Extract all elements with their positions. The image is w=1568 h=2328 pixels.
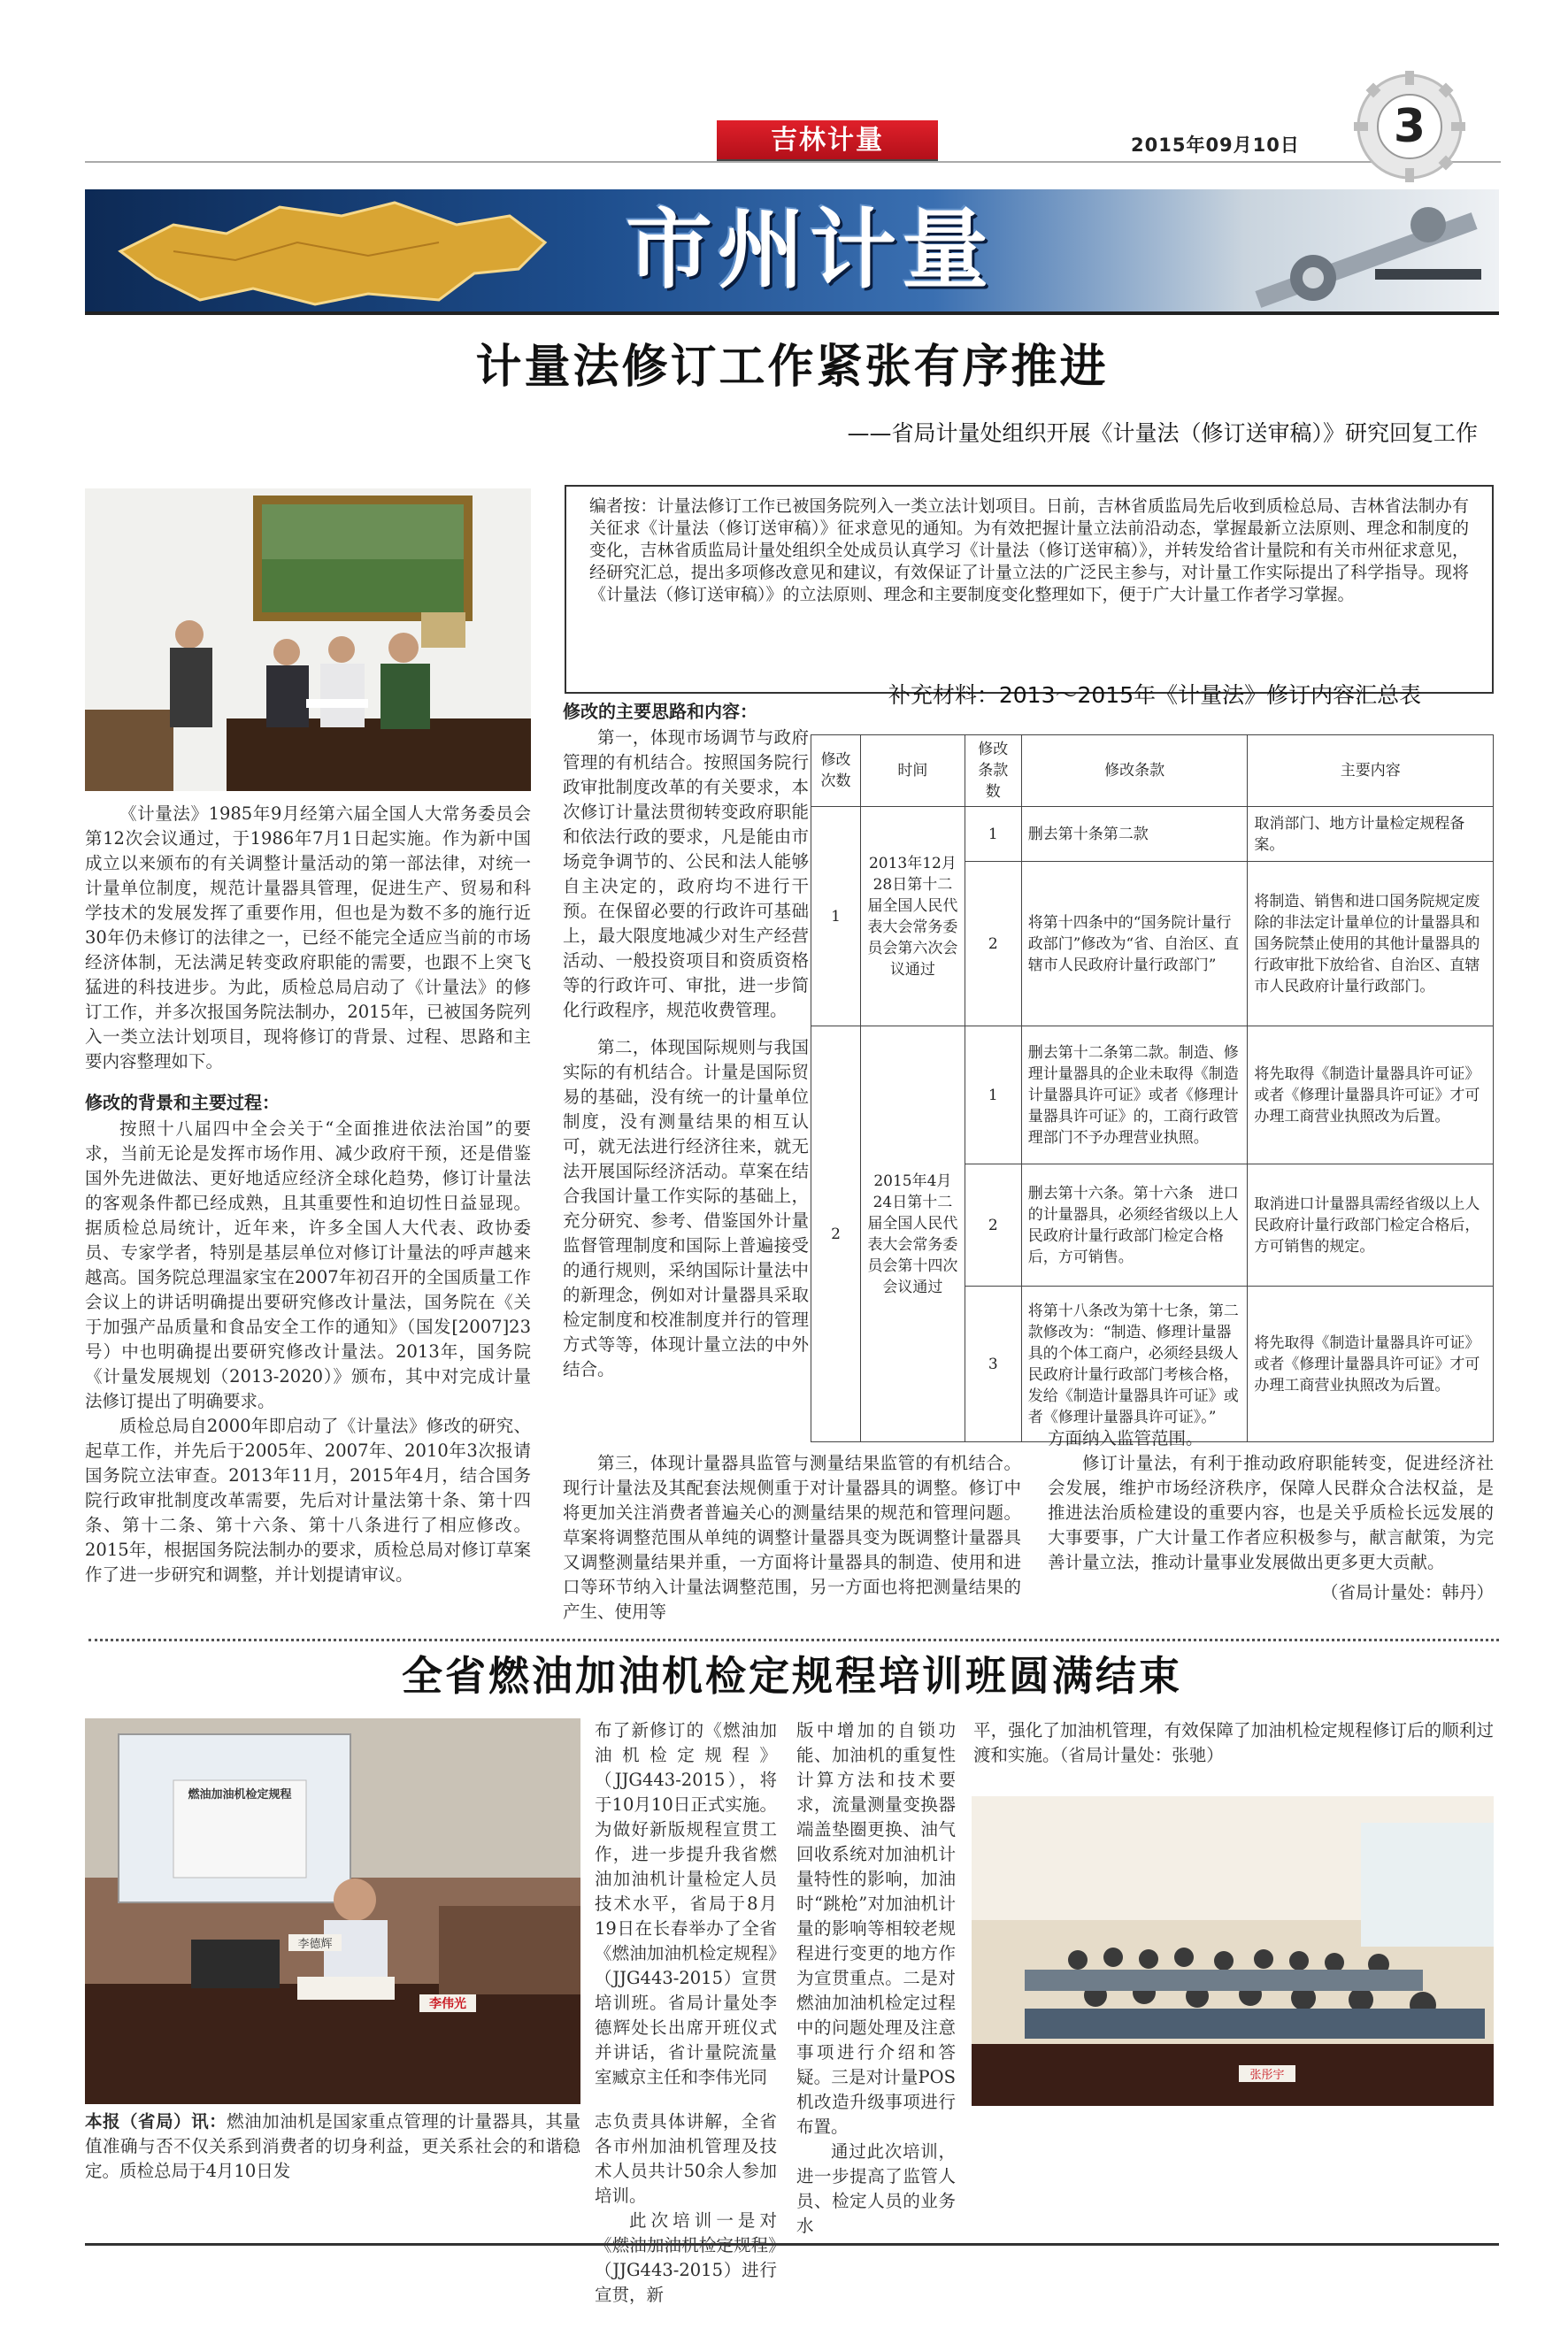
article2-lead-label: 本报（省局）讯： [85, 2111, 227, 2132]
table-header-main-content: 主要内容 [1248, 735, 1494, 807]
article1-col3-bottom [1048, 1426, 1494, 1605]
province-map-illustration [103, 189, 563, 311]
editor-note-box [565, 485, 1494, 694]
section2-paragraph-3: 第三，体现计量器具监管与测量结果监管的有机结合。现行计量法及其配套法规侧重于对计量器具的调整。修订中将更加关注消费者普遍关心的测量结果的规范和管理问题。草案将调整范围从单纯的调整计量器具变为既调整计量器具又调整测量结果并重，一方面将计量器具的制造、使用和进口等环节纳入计量法调整范围，另一方面也将把测量结果的产生、使用等 [563, 1453, 1021, 1622]
table-row2-time: 2015年4月24日第十二届全国人民代表大会常务委员会第十四次会议通过 [860, 1026, 965, 1442]
article-divider [88, 1639, 1499, 1641]
article1-subtitle: ——省局计量处组织开展《计量法（修订送审稿）》研究回复工作 [847, 420, 1478, 446]
table-row2-num: 2 [811, 1026, 861, 1442]
section2-paragraph-1: 第一，体现市场调节与政府管理的有机结合。按照国务院行政审批制度改革的有关要求，本次修订计量法贯彻转变政府职能和依法行政的要求，凡是能由市场竞争调节的、公民和法人能够自主决定的，政府均不进行干预。在保留必要的行政许可基础上，最大限度地减少对生产经营活动、一般投资项目和资质资格等的行政许可、审批，进一步简化行政程序，规范收费管理。 [563, 727, 809, 1020]
table-row2-sub3-clause: 将第十八条改为第十七条，第二款修改为：“制造、修理计量器具的个体工商户，必须经县级人民政府计量行政部门考核合格，发给《制造计量器具许可证》或者《修理计量器具许可证》。” [1021, 1287, 1248, 1442]
table-row2-sub1-clause: 删去第十二条第二款。制造、修理计量器具的企业未取得《制造计量器具许可证》或者《修理计量器具许可证》的，工商行政管理部门不予办理营业执照。 [1021, 1026, 1248, 1164]
section1-paragraph-2: 质检总局自2000年即启动了《计量法》修改的研究、起草工作，并先后于2005年、2007年、2010年3次报请国务院立法审查。2013年11月，2015年4月，结合国务院行政审批制度改革需要，先后对计量法第十条、第十四条、第十二条、第十六条、第十八条进行了相应修改。2015年，根据国务院法制办的要求，质检总局对修订草案作了进一步研究和调整，并计划提请审议。 [85, 1416, 531, 1585]
measuring-tools-illustration [1216, 189, 1499, 311]
table-row1-sub1-content: 取消部门、地方计量检定规程备案。 [1248, 807, 1494, 862]
banner-underline [85, 311, 1499, 315]
article2-col4-text: 平，强化了加油机管理，有效保障了加油机检定规程修订后的顺利过渡和实施。（省局计量处：张驰） [973, 1720, 1494, 1765]
table-title: 补充材料：2013～2015年《计量法》修订内容汇总表 [888, 682, 1422, 708]
lecture-photo-nameplate-2: 李伟光 [419, 1994, 476, 2012]
section1-paragraph-1: 按照十八届四中全会关于“全面推进依法治国”的要求，当前无论是发挥市场作用、减少政府干预，还是借鉴国外先进做法、更好地适应经济全球化趋势，修订计量法的客观条件都已经成熟，且其重要性和迫切性日益显现。据质检总局统计，近年来，许多全国人大代表、政协委员、专家学者，特别是基层单位对修订计量法的呼声越来越高。国务院总理温家宝在2007年初召开的全国质量工作会议上的讲话明确提出要研究修改计量法，国务院在《关于加强产品质量和食品安全工作的通知》（国发[2007]23号）中也明确提出要研究修改计量法。2013年，国务院《计量发展规划（2013-2020）》颁布，其中对完成计量法修订提出了明确要求。 [85, 1118, 531, 1411]
table-header-clauses: 修改条款 [1021, 735, 1248, 807]
table-row1-num: 1 [811, 807, 861, 1026]
footer-rule [85, 2243, 1499, 2246]
article2-col2-bottom [595, 2109, 777, 2308]
masthead-title: 吉林计量 [771, 125, 884, 156]
lecture-photo-screen-text: 燃油加油机检定规程 [188, 1788, 292, 1802]
article2-col2-bottom-text: 志负责具体讲解，全省各市州加油机管理及技术人员共计50余人参加培训。 [595, 2111, 777, 2206]
table-row2-sub2-content: 取消进口计量器具需经省级以上人民政府计量行政部门检定合格后，方可销售的规定。 [1248, 1164, 1494, 1287]
article2-title: 全省燃油加油机检定规程培训班圆满结束 [402, 1652, 1182, 1700]
table-row1-sub2-clause: 将第十四条中的“国务院计量行政部门”修改为“省、自治区、直辖市人民政府计量行政部门” [1021, 862, 1248, 1026]
article1-col2-bottom [563, 1451, 1021, 1625]
page-number: 3 [1393, 100, 1426, 153]
article2-col2 [595, 1718, 777, 2090]
table-row1-sub2-n: 2 [965, 862, 1021, 1026]
meeting-photo [85, 488, 531, 791]
table-header-clause-count: 修改条款数 [965, 735, 1021, 807]
classroom-photo-nameplate: 张彤宇 [1239, 2065, 1295, 2082]
table-row1-sub1-clause: 删去第十条第二款 [1021, 807, 1248, 862]
article2-col3-p2: 通过此次培训，进一步提高了监管人员、检定人员的业务水 [796, 2141, 956, 2236]
article2-col2-text: 布了新修订的《燃油加油机检定规程》（JJG443-2015），将于10月10日正式实施。为做好新版规程宣贯工作，进一步提升我省燃油加油机计量检定人员技术水平，省局于8月19日在长春举办了全省《燃油加油机检定规程》（JJG443-2015）宣贯培训班。省局计量处李德辉处长出席开班仪式并讲话，省计量院流量室臧京主任和李伟光同 [595, 1720, 777, 2087]
table-row2-sub2-clause: 删去第十六条。第十六条 进口的计量器具，必须经省级以上人民政府计量行政部门检定合格后，方可销售。 [1021, 1164, 1248, 1287]
table-row2-sub1-n: 1 [965, 1026, 1021, 1164]
article2-col4 [973, 1718, 1494, 1768]
table-row2-sub3-content: 将先取得《制造计量器具许可证》或者《修理计量器具许可证》才可办理工商营业执照改为后置。 [1248, 1287, 1494, 1442]
article2-col3-text: 版中增加的自锁功能、加油机的重复性计算方法和技术要求，流量测量变换器端盖垫圈更换、油气回收系统对加油机计量特性的影响，加油时“跳枪”对加油机计量的影响等相较老规程进行变更的地方作为宣贯重点。二是对燃油加油机检定过程中的问题处理及注意事项进行介绍和答疑。三是对计量POS机改造升级事项进行布置。 [796, 1720, 956, 2137]
table-header-revision-count: 修改次数 [811, 735, 861, 807]
article1-intro: 《计量法》1985年9月经第六届全国人大常务委员会第12次会议通过，于1986年7月1日起实施。作为新中国成立以来颁布的有关调整计量活动的第一部法律，对统一计量单位制度，规范计量器具管理，促进生产、贸易和科学技术的发展发挥了重要作用，但也是为数不多的施行近30年仍未修订的法律之一，已经不能完全适应当前的市场经济体制，无法满足转变政府职能的需要，也跟不上突飞猛进的科技进步。为此，质检总局启动了《计量法》的修订工作，并多次报国务院法制办，2015年，已被国务院列入一类立法计划项目，现将修订的背景、过程、思路和主要内容整理如下。 [85, 803, 531, 1072]
article1-title: 计量法修订工作紧张有序推进 [475, 340, 1109, 394]
section2-paragraph-2: 第二，体现国际规则与我国实际的有机结合。计量是国际贸易的基础，没有统一的计量单位制度，没有测量结果的相互认可，就无法进行经济往来，就无法开展国际经济活动。草案在结合我国计量工作实际的基础上，充分研究、参考、借鉴国外计量监督管理制度和国际上普遍接受的通行规则，采纳国际计量法中的新理念，例如对计量器具采取检定制度和校准制度并行的管理方式等等，体现计量立法的中外结合。 [563, 1037, 809, 1379]
revision-summary-table [811, 734, 1494, 1426]
article1-conclusion: 修订计量法，有利于推动政府职能转变，促进经济社会发展，维护市场经济秩序，保障人民群众合法权益，是推进法治质检建设的重要内容，也是关乎质检长远发展的大事要事，广大计量工作者应积极参与，献言献策，为完善计量立法，推动计量事业发展做出更多更大贡献。 [1048, 1453, 1494, 1572]
section2-paragraph-4: 方面纳入监管范围。 [1048, 1428, 1203, 1448]
table-row2-sub3-n: 3 [965, 1287, 1021, 1442]
table-row1-sub2-content: 将制造、销售和进口国务院规定废除的非法定计量单位的计量器具和国务院禁止使用的其他计量器具的行政审批下放给省、自治区、直辖市人民政府计量行政部门。 [1248, 862, 1494, 1026]
article1-col1 [85, 802, 531, 1587]
table-row1-time: 2013年12月28日第十二届全国人民代表大会常务委员会第六次会议通过 [860, 807, 965, 1026]
article2-lead-text: 燃油加油机是国家重点管理的计量器具，其量值准确与否不仅关系到消费者的切身利益，更关系社会的和谐稳定。质检总局于4月10日发 [85, 2111, 580, 2181]
article1-col2 [563, 699, 809, 1382]
table-header-time: 时间 [860, 735, 965, 807]
editor-note-text: 编者按：计量法修订工作已被国务院列入一类立法计划项目。日前，吉林省质监局先后收到质检总局、吉林省法制办有关征求《计量法（修订送审稿）》征求意见的通知。为有效把握计量立法前沿动态，掌握最新立法原则、理念和制度的变化，吉林省质监局计量处组织全处成员认真学习《计量法（修订送审稿）》，并转发给省计量院和有关市州征求意见，经研究汇总，提出多项修改意见和建议，有效保证了计量立法的广泛民主参与，对计量工作实际提出了科学指导。现将《计量法（修订送审稿）》的立法原则、理念和主要制度变化整理如下，便于广大计量工作者学习掌握。 [589, 496, 1469, 604]
issue-date: 2015年09月10日 [1131, 134, 1300, 156]
article1-byline: （省局计量处：韩丹） [1320, 1582, 1494, 1602]
section-title: 市州计量 [625, 200, 994, 301]
training-classroom-photo [972, 1796, 1494, 2106]
table-row1-sub1-n: 1 [965, 807, 1021, 862]
table-row2-sub1-content: 将先取得《制造计量器具许可证》或者《修理计量器具许可证》才可办理工商营业执照改为后置。 [1248, 1026, 1494, 1164]
article2-col2-bottom-text-2: 此次培训一是对 （JJG443-2015）进行宣贯，新 [595, 2210, 777, 2305]
lecture-photo-nameplate-1: 李德辉 [288, 1934, 342, 1951]
table-row2-sub2-n: 2 [965, 1164, 1021, 1287]
section2-heading: 修改的主要思路和内容： [563, 701, 757, 722]
header-rule [85, 161, 1501, 163]
article2-lead [85, 2109, 580, 2184]
lecture-photo [85, 1718, 580, 2104]
article2-col3 [796, 1718, 956, 2239]
section1-heading: 修改的背景和主要过程： [85, 1092, 280, 1113]
